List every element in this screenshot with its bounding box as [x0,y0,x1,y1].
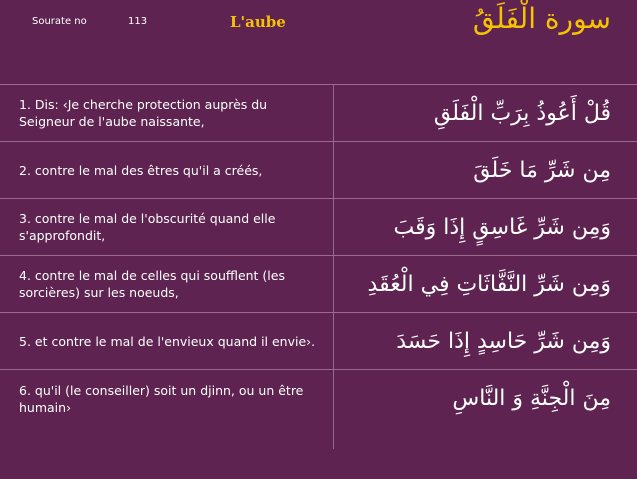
verse-arabic: مِنَ الْجِنَّةِ وَ النَّاسِ [452,386,611,411]
verse-row-3 [0,198,637,255]
surah-number-label: Sourate no [32,16,87,27]
verse-french: 2. contre le mal des êtres qu'il a créés, [19,162,263,178]
header [0,0,637,84]
verse-table [0,84,637,449]
verse-arabic: قُلْ أَعُوذُ بِرَبِّ الْفَلَقِ [433,100,611,126]
verse-french: 4. contre le mal de celles qui soufflent (les sorcières) sur les noeuds, [19,268,285,300]
verse-french: 1. Dis: ‹Je cherche protection auprès du Seigneur de l'aube naissante, [19,97,268,129]
verse-arabic: مِن شَرِّ مَا خَلَقَ [473,157,611,183]
surah-number-value: 113 [128,16,148,27]
verse-arabic: وَمِن شَرِّ النَّفَّاثَاتِ فِي الْعُقَدِ [367,271,611,297]
verse-row-1 [0,84,637,141]
title-french: L'aube [230,13,286,31]
verse-arabic: وَمِن شَرِّ غَاسِقٍ إِذَا وَقَبَ [393,214,611,240]
verse-row-4 [0,255,637,312]
verse-row-5 [0,312,637,369]
verse-french: 5. et contre le mal de l'envieux quand il envie›. [19,333,316,349]
verse-french: 6. qu'il (le conseiller) soit un djinn, ou un être humain› [19,382,304,415]
verse-arabic: وَمِن شَرِّ حَاسِدٍ إِذَا حَسَدَ [396,328,611,354]
verse-row-6 [0,369,637,449]
title-arabic: سورة الْفَلَقُ [472,2,611,35]
verse-row-2 [0,141,637,198]
verse-french: 3. contre le mal de l'obscurité quand elle s'approfondit, [19,211,276,243]
